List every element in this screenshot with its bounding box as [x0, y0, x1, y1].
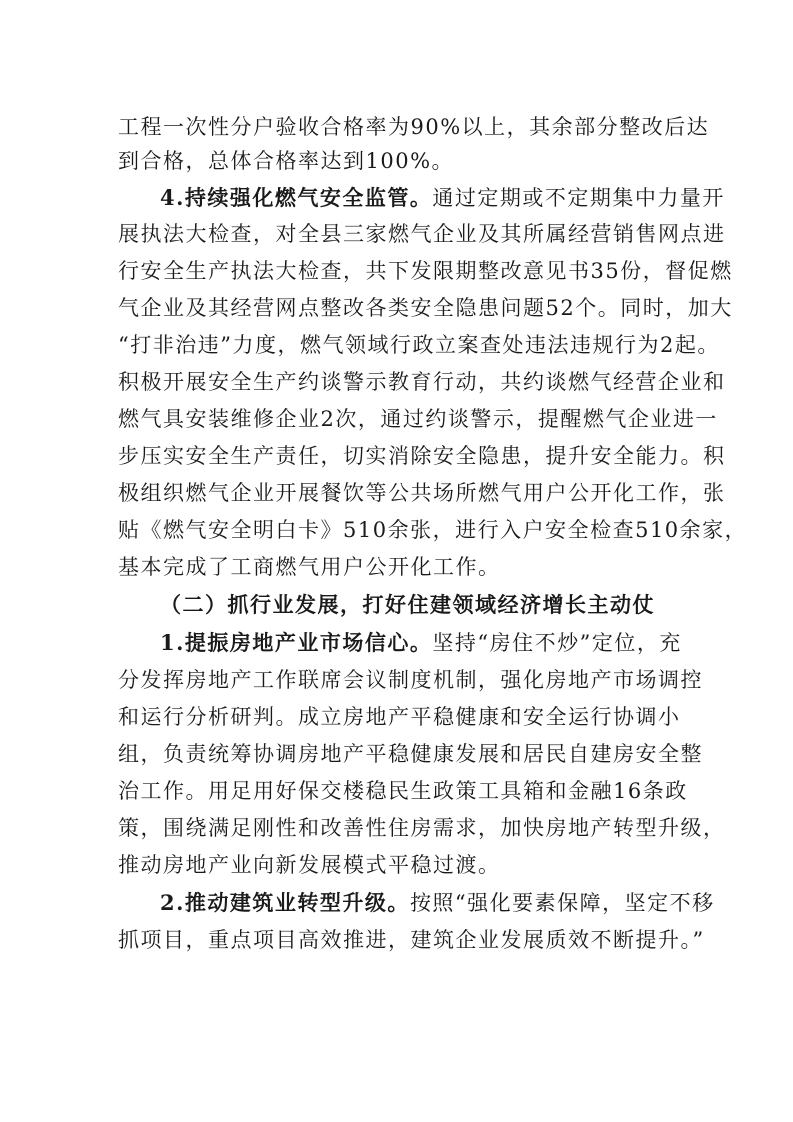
line-7-text: “打非治违”力度，燃气领域行政立案查处违法违规行为2起。	[118, 333, 720, 357]
subsection-2-heading: 2.推动建筑业转型升级。	[160, 890, 410, 915]
text-line-12	[118, 516, 748, 544]
text-line-20	[118, 814, 726, 842]
line-3-text: 通过定期或不定期集中力量开	[432, 186, 725, 210]
line-21-text: 推动房地产业向新发展模式平稳过渡。	[118, 853, 501, 877]
line-11-text: 极组织燃气企业开展餐饮等公共场所燃气用户公开化工作，张	[118, 481, 726, 505]
line-9-text: 燃气具安装维修企业2次，通过约谈警示，提醒燃气企业进一	[118, 407, 718, 431]
text-line-22	[160, 889, 715, 917]
line-6-text: 气企业及其经营网点整改各类安全隐患问题52个。同时，加大	[118, 296, 733, 320]
text-line-15	[160, 629, 680, 657]
text-line-18	[118, 740, 703, 768]
line-13-text: 基本完成了工商燃气用户公开化工作。	[118, 555, 501, 579]
subsection-1-heading: 1.提振房地产业市场信心。	[160, 630, 433, 655]
line-5-text: 行安全生产执法大检查，共下发限期整改意见书35份，督促燃	[118, 259, 733, 283]
line-1-text: 工程一次性分户验收合格率为90%以上，其余部分整改后达	[118, 115, 710, 139]
line-10-text: 步压实安全生产责任，切实消除安全隐患，提升安全能力。积	[118, 444, 726, 468]
text-line-4	[118, 220, 726, 248]
section-4-heading: 4.持续强化燃气安全监管。	[160, 185, 433, 210]
line-4-text: 展执法大检查，对全县三家燃气企业及其所属经营销售网点进	[118, 222, 726, 246]
line-15-text: 坚持“房住不炒”定位，充	[432, 631, 682, 655]
line-20-text: 策，围绕满足刚性和改善性住房需求，加快房地产转型升级，	[118, 816, 726, 840]
text-line-7	[118, 331, 720, 359]
line-22-text: 按照“强化要素保障，坚定不移	[409, 891, 715, 915]
text-line-9	[118, 405, 718, 433]
text-line-16	[118, 666, 703, 694]
section-2-heading: （二）抓行业发展，打好住建领域经济增长主动仗	[160, 592, 655, 617]
section-2-heading-line	[160, 591, 680, 619]
line-16-text: 分发挥房地产工作联席会议制度机制，强化房地产市场调控	[118, 668, 703, 692]
line-8-text: 积极开展安全生产约谈警示教育行动，共约谈燃气经营企业和	[118, 370, 726, 394]
text-line-11	[118, 479, 726, 507]
text-line-19	[118, 777, 688, 805]
text-line-3	[160, 184, 725, 212]
text-line-5	[118, 257, 733, 285]
text-line-2	[118, 147, 678, 175]
line-17-text: 和运行分析研判。成立房地产平稳健康和安全运行协调小	[118, 705, 681, 729]
text-line-10	[118, 442, 726, 470]
text-line-13	[118, 553, 678, 581]
text-line-21	[118, 851, 678, 879]
line-12-text: 贴《燃气安全明白卡》510余张，进行入户安全检查510余家，	[118, 518, 748, 542]
line-19-text: 治工作。用足用好保交楼稳民生政策工具箱和金融16条政	[118, 779, 688, 803]
text-line-6	[118, 294, 733, 322]
text-line-1	[118, 113, 710, 141]
text-line-8	[118, 368, 726, 396]
line-23-text: 抓项目，重点项目高效推进，建筑企业发展质效不断提升。”	[118, 928, 705, 952]
line-18-text: 组，负责统筹协调房地产平稳健康发展和居民自建房安全整	[118, 742, 703, 766]
line-2-text: 到合格，总体合格率达到100%。	[118, 149, 455, 173]
text-line-23	[118, 926, 705, 954]
text-line-17	[118, 703, 681, 731]
